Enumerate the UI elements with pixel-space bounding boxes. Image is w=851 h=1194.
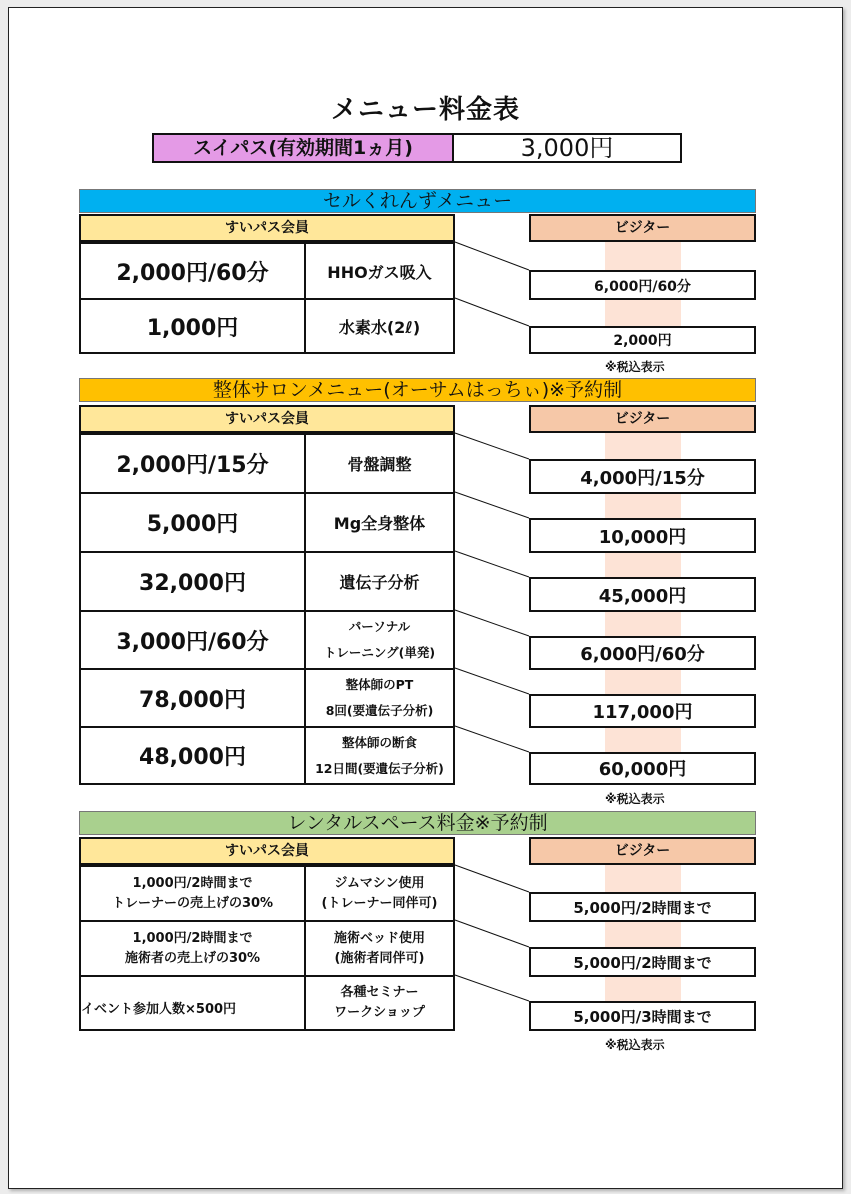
menu-item: 遺伝子分析 (304, 551, 455, 612)
pass-price: 3,000円 (454, 133, 682, 163)
member-price-line: 1,000円/2時間まで (132, 930, 253, 946)
menu-item-line: (トレーナー同伴可) (321, 895, 438, 911)
menu-item-line: 整体師のPT (345, 677, 414, 692)
member-price: 5,000円 (79, 492, 306, 553)
member-price: 2,000円/60分 (79, 242, 306, 300)
menu-item-line: 整体師の断食 (341, 734, 417, 750)
member-price: 1,000円 (79, 298, 306, 354)
member-header: すいパス会員 (79, 214, 455, 242)
connector-line (455, 975, 529, 1001)
menu-item-line: パーソナル (348, 619, 411, 634)
member-price: 2,000円/15分 (79, 433, 306, 494)
visitor-price: 6,000円/60分 (529, 270, 756, 300)
visitor-header: ビジター (529, 837, 756, 865)
menu-item: 水素水(2ℓ) (304, 298, 455, 354)
visitor-price: 6,000円/60分 (529, 636, 756, 670)
member-price-line: 1,000円/2時間まで (132, 875, 253, 891)
section-banner-cell: セルくれんずメニュー (79, 189, 756, 213)
connector-line (455, 298, 529, 326)
visitor-header: ビジター (529, 214, 756, 242)
member-price: 78,000円 (79, 668, 306, 728)
visitor-price: 5,000円/2時間まで (529, 892, 756, 922)
visitor-price: 2,000円 (529, 326, 756, 354)
section-banner-salon: 整体サロンメニュー(オーサムはっちぃ)※予約制 (79, 378, 756, 402)
connector-line (455, 492, 529, 518)
member-price-line: 施術者の売上げの30% (124, 950, 261, 966)
member-header: すいパス会員 (79, 405, 455, 433)
menu-item: 骨盤調整 (304, 433, 455, 494)
connector-line (455, 433, 529, 459)
connector-line (455, 242, 529, 270)
menu-item-line: 12日間(要遺伝子分析) (315, 760, 444, 776)
tax-note: ※税込表示 (605, 792, 665, 806)
menu-item-line: トレーニング(単発) (323, 645, 436, 660)
menu-item-line: (施術者同伴可) (334, 950, 425, 966)
connector-line (455, 920, 529, 947)
member-price: 48,000円 (79, 726, 306, 785)
menu-item: HHOガス吸入 (304, 242, 455, 300)
member-price: 32,000円 (79, 551, 306, 612)
connector-line (455, 668, 529, 694)
member-price: 3,000円/60分 (79, 610, 306, 670)
connector-line (455, 551, 529, 577)
menu-item: Mg全身整体 (304, 492, 455, 553)
visitor-price: 45,000円 (529, 577, 756, 612)
tax-note: ※税込表示 (605, 1038, 665, 1052)
connector-line (455, 610, 529, 636)
connector-line (455, 865, 529, 892)
menu-item-line: ワークショップ (334, 1005, 425, 1020)
menu-item-line: 施術ベッド使用 (333, 930, 425, 946)
member-price-line: トレーナーの売上げの30% (111, 895, 274, 911)
visitor-header: ビジター (529, 405, 756, 433)
visitor-price: 10,000円 (529, 518, 756, 553)
visitor-price: 5,000円/3時間まで (529, 1001, 756, 1031)
visitor-price: 4,000円/15分 (529, 459, 756, 494)
connector-line (455, 726, 529, 752)
section-banner-rental: レンタルスペース料金※予約制 (79, 811, 756, 835)
visitor-price: 60,000円 (529, 752, 756, 785)
pass-label: スイパス(有効期間1ヵ月) (152, 133, 454, 163)
member-price-line: イベント参加人数×500円 (81, 1002, 237, 1017)
menu-item-line: ジムマシン使用 (334, 875, 425, 891)
menu-item-line: 8回(要遺伝子分析) (325, 703, 434, 718)
member-header: すいパス会員 (79, 837, 455, 865)
visitor-price: 5,000円/2時間まで (529, 947, 756, 977)
visitor-price: 117,000円 (529, 694, 756, 728)
menu-item-line: 各種セミナー (340, 985, 419, 1000)
page-title: メニュー料金表 (330, 95, 520, 125)
tax-note: ※税込表示 (605, 360, 665, 374)
